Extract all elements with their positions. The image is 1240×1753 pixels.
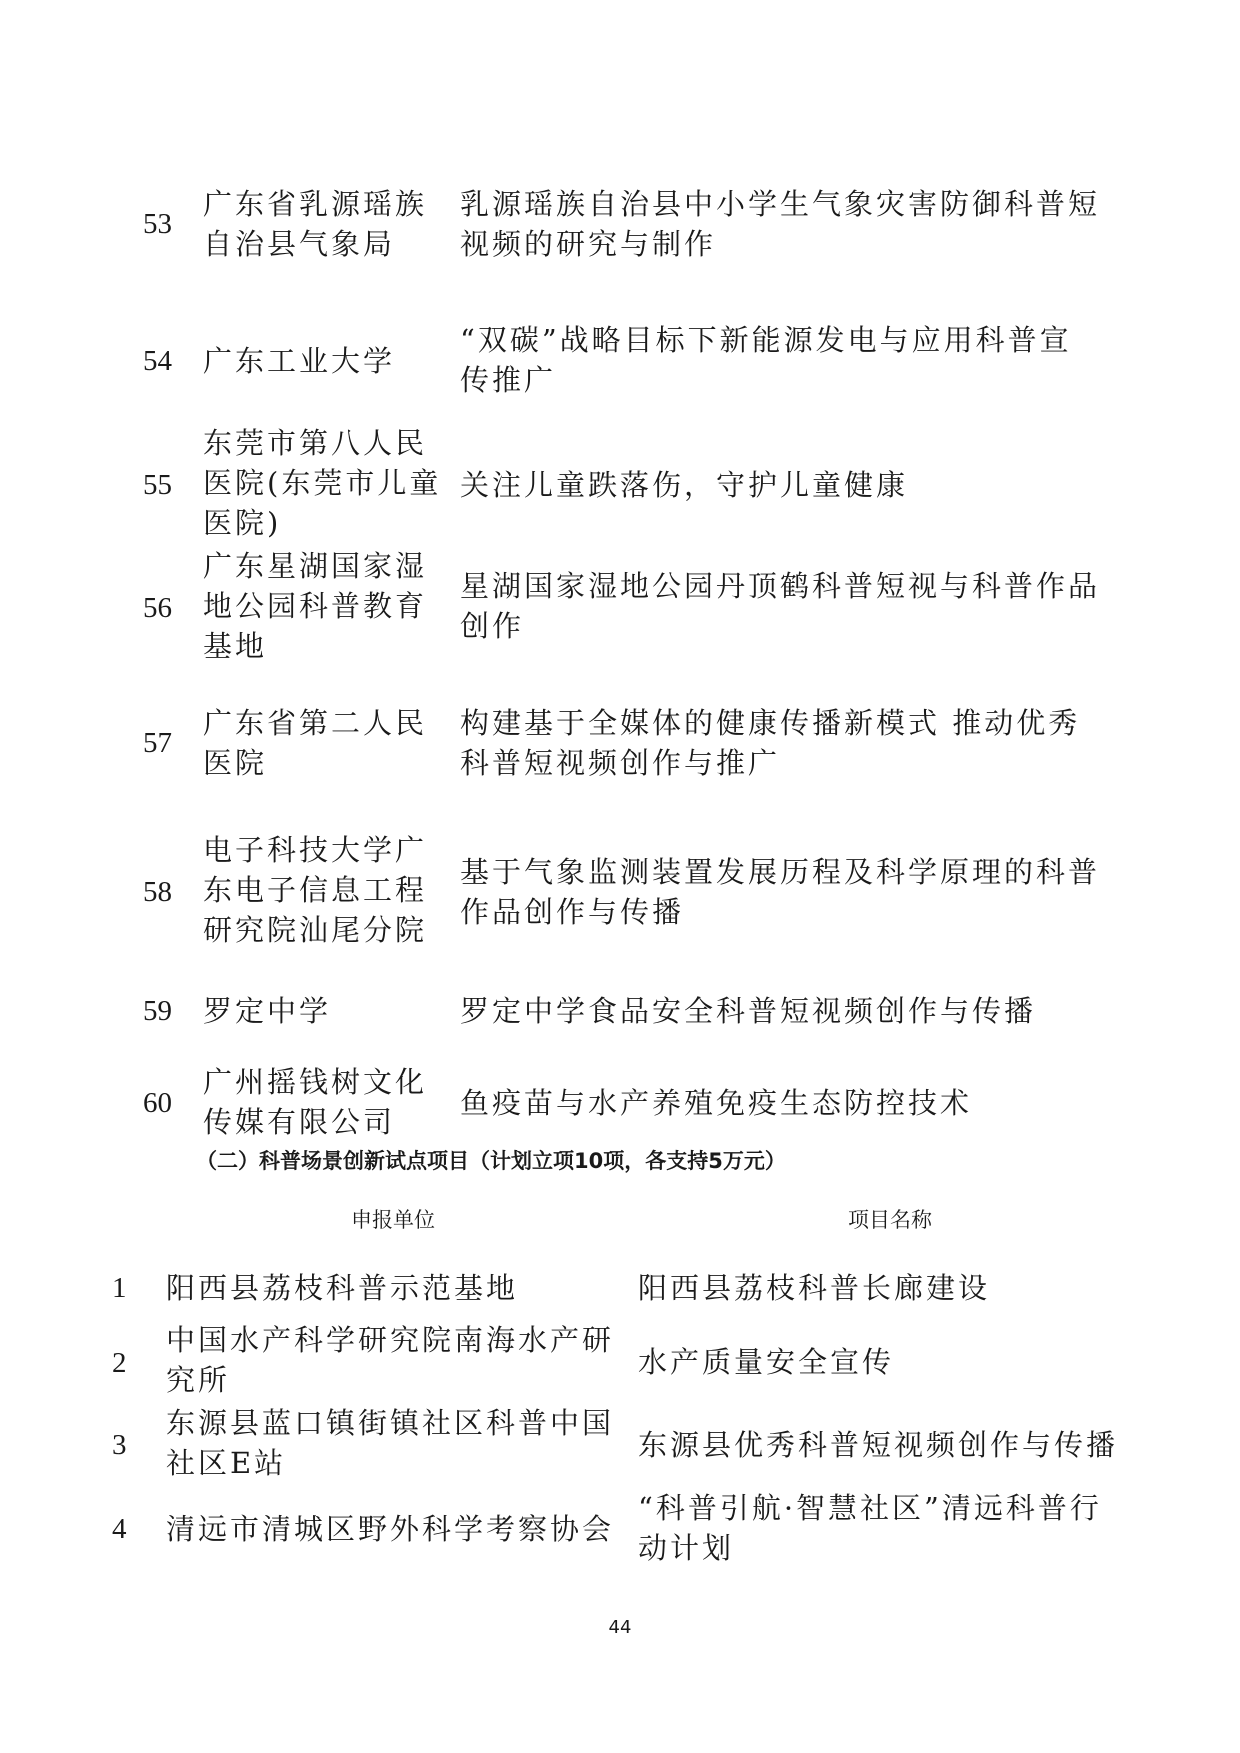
row-number: 56: [143, 592, 172, 624]
applicant-unit: 广东省乳源瑶族 自治县气象局: [203, 187, 428, 261]
applicant-unit: 广东工业大学: [203, 344, 396, 378]
applicant-unit: 广州摇钱树文化 传媒有限公司: [203, 1065, 428, 1139]
row-number: 58: [143, 876, 172, 908]
row-number: 53: [143, 208, 172, 240]
applicant-unit: 清远市清城区野外科学考察协会: [166, 1512, 615, 1546]
section-heading: （二）科普场景创新试点项目（计划立项10项，各支持5万元）: [196, 1149, 786, 1173]
row-number: 4: [112, 1513, 127, 1545]
project-name: 星湖国家湿地公园丹顶鹤科普短视与科普作品 创作: [460, 569, 1101, 643]
applicant-unit: 阳西县荔枝科普示范基地: [166, 1271, 519, 1305]
row-number: 57: [143, 727, 172, 759]
project-name: 构建基于全媒体的健康传播新模式 推动优秀 科普短视频创作与推广: [460, 706, 1081, 780]
row-number: 3: [112, 1429, 127, 1461]
applicant-unit: 东莞市第八人民 医院(东莞市儿童 医院): [203, 426, 442, 540]
project-name: 罗定中学食品安全科普短视频创作与传播: [460, 994, 1037, 1028]
project-name: 东源县优秀科普短视频创作与传播: [638, 1428, 1119, 1462]
project-name: “双碳”战略目标下新能源发电与应用科普宣 传推广: [460, 323, 1072, 397]
row-number: 59: [143, 995, 172, 1027]
column-header-project: 项目名称: [848, 1208, 932, 1232]
project-name: 水产质量安全宣传: [638, 1345, 895, 1379]
project-name: 乳源瑶族自治县中小学生气象灾害防御科普短 视频的研究与制作: [460, 187, 1101, 261]
project-name: 关注儿童跌落伤，守护儿童健康: [460, 468, 909, 502]
applicant-unit: 广东星湖国家湿 地公园科普教育 基地: [203, 549, 428, 663]
applicant-unit: 中国水产科学研究院南海水产研 究所: [166, 1323, 615, 1397]
row-number: 2: [112, 1347, 127, 1379]
applicant-unit: 电子科技大学广 东电子信息工程 研究院汕尾分院: [203, 833, 428, 947]
project-name: “科普引航·智慧社区”清远科普行 动计划: [638, 1491, 1102, 1565]
applicant-unit: 广东省第二人民 医院: [203, 706, 428, 780]
project-name: 鱼疫苗与水产养殖免疫生态防控技术: [460, 1086, 973, 1120]
row-number: 1: [112, 1272, 127, 1304]
project-name: 基于气象监测装置发展历程及科学原理的科普 作品创作与传播: [460, 855, 1101, 929]
row-number: 55: [143, 469, 172, 501]
applicant-unit: 东源县蓝口镇街镇社区科普中国 社区E站: [166, 1406, 615, 1480]
project-name: 阳西县荔枝科普长廊建设: [638, 1271, 991, 1305]
row-number: 54: [143, 345, 172, 377]
page-number: 44: [608, 1617, 632, 1638]
row-number: 60: [143, 1087, 172, 1119]
column-header-unit: 申报单位: [351, 1208, 435, 1232]
applicant-unit: 罗定中学: [203, 994, 332, 1028]
